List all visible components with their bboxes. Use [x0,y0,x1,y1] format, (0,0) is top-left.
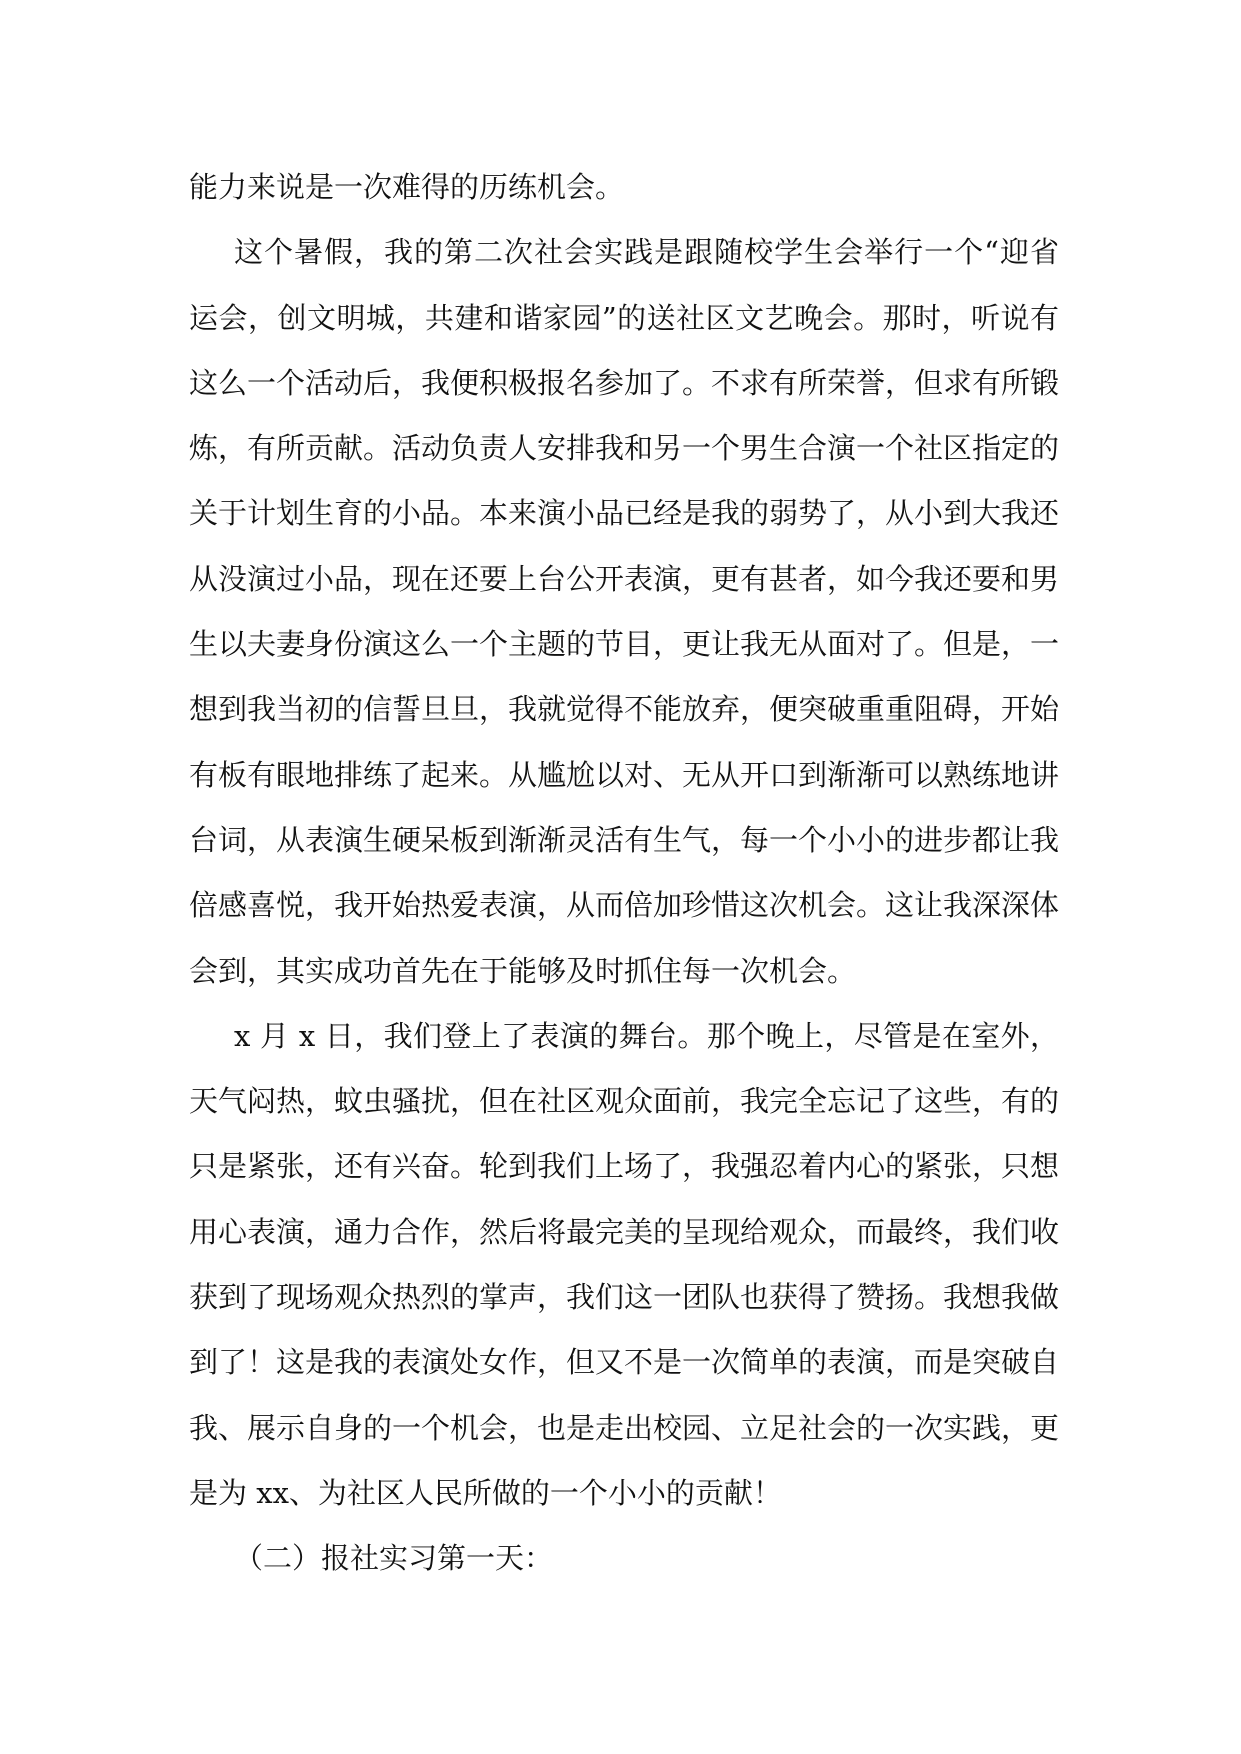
text-line: 想到我当初的信誓旦旦，我就觉得不能放弃，便突破重重阻碍，开始 [189,692,1060,727]
text-line: 能力来说是一次难得的历练机会。 [189,170,625,204]
text-line: 有板有眼地排练了起来。从尴尬以对、无从开口到渐渐可以熟练地讲 [189,757,1060,792]
text-line: 台词，从表演生硬呆板到渐渐灵活有生气，每一个小小的进步都让我 [189,822,1060,857]
text-line: 只是紧张，还有兴奋。轮到我们上场了，我强忍着内心的紧张，只想 [189,1149,1060,1184]
text-line: 这么一个活动后，我便积极报名参加了。不求有所荣誉，但求有所锻 [189,365,1060,400]
text-line: 炼，有所贡献。活动负责人安排我和另一个男生合演一个社区指定的 [189,431,1060,466]
text-line: 获到了现场观众热烈的掌声，我们这一团队也获得了赞扬。我想我做 [189,1280,1060,1315]
text-line: 我、展示自身的一个机会，也是走出校园、立足社会的一次实践，更 [189,1410,1060,1445]
text-line: 天气闷热，蚊虫骚扰，但在社区观众面前，我完全忘记了这些，有的 [189,1084,1060,1119]
section-heading: （二）报社实习第一天： [234,1541,554,1576]
text-line: 用心表演，通力合作，然后将最完美的呈现给观众，而最终，我们收 [189,1214,1060,1249]
text-line: 关于计划生育的小品。本来演小品已经是我的弱势了，从小到大我还 [189,496,1060,531]
document-body [189,155,1059,1592]
text-line: 是为 xx、为社区人民所做的一个小小的贡献！ [189,1475,782,1510]
text-line: 会到，其实成功首先在于能够及时抓住每一次机会。 [189,953,857,988]
paragraph-first-line: 这个暑假，我的第二次社会实践是跟随校学生会举行一个“迎省 [234,235,1059,270]
text-line: 运会，创文明城，共建和谐家园”的送社区文艺晚会。那时，听说有 [189,300,1059,335]
text-line: 倍感喜悦，我开始热爱表演，从而倍加珍惜这次机会。这让我深深体 [189,888,1060,923]
paragraph-first-line: x 月 x 日，我们登上了表演的舞台。那个晚上，尽管是在室外， [234,1018,1059,1053]
text-line: 从没演过小品，现在还要上台公开表演，更有甚者，如今我还要和男 [189,561,1060,596]
text-line: 生以夫妻身份演这么一个主题的节目，更让我无从面对了。但是，一 [189,627,1060,662]
text-line: 到了！这是我的表演处女作，但又不是一次简单的表演，而是突破自 [189,1345,1060,1380]
